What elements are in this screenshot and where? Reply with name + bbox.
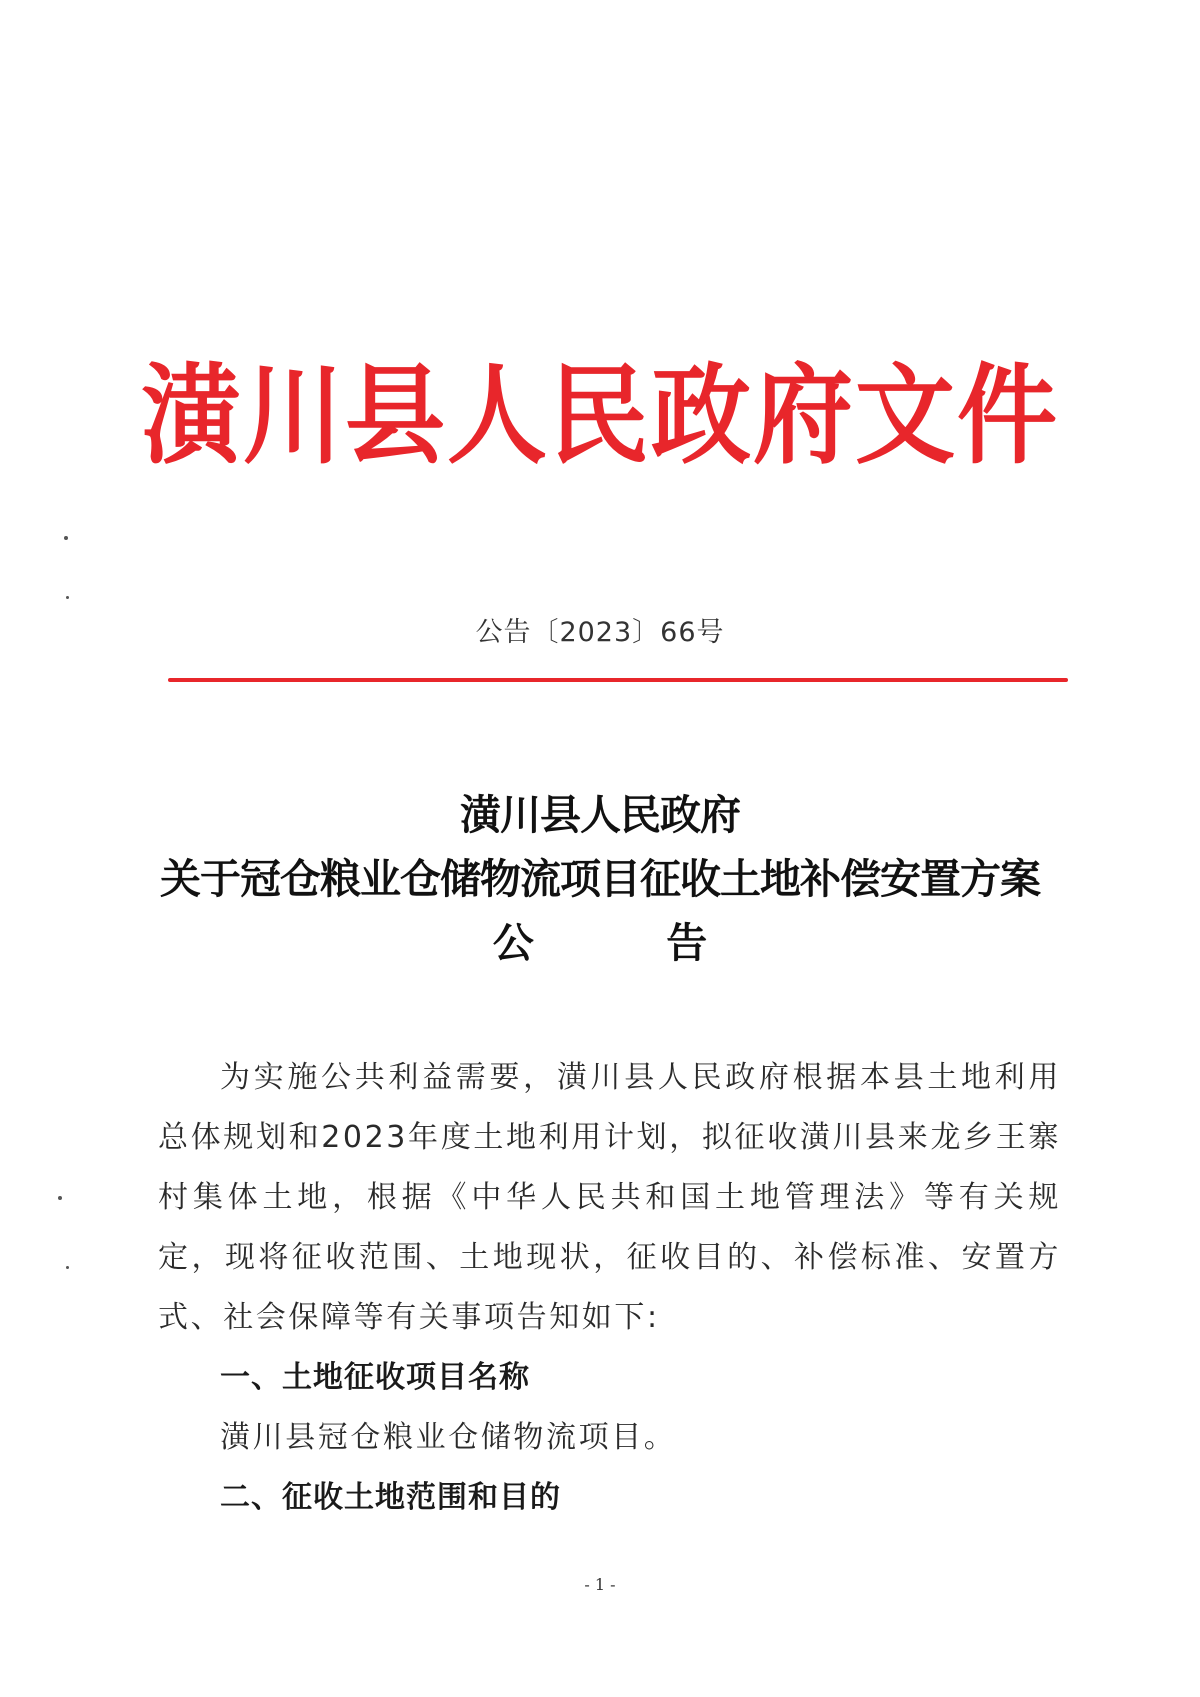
scan-speck xyxy=(64,536,68,540)
title-issuer: 潢川县人民政府 xyxy=(460,791,740,839)
intro-paragraph: 为实施公共利益需要，潢川县人民政府根据本县土地利用总体规划和2023年度土地利用计划，拟征收潢川县来龙乡王寨村集体土地，根据《中华人民共和国土地管理法》等有关规定，现将征收范围、土地现状，征收目的、补偿标准、安置方式、社会保障等有关事项告知如下: xyxy=(158,1060,1061,1335)
notice-body xyxy=(158,1048,1061,1528)
section-1-text: 潢川县冠仓粮业仓储物流项目。 xyxy=(220,1420,677,1455)
page-number: - 1 - xyxy=(584,1575,616,1594)
section-1-heading: 一、土地征收项目名称 xyxy=(220,1360,530,1395)
masthead-title: 潢川县人民政府文件 xyxy=(141,351,1059,479)
title-notice xyxy=(0,911,1200,975)
notice-title xyxy=(0,783,1200,975)
scan-speck xyxy=(66,596,69,599)
scan-speck xyxy=(58,1196,62,1200)
scan-speck xyxy=(66,1266,69,1269)
title-notice-char-1: 公 xyxy=(492,919,534,967)
title-notice-char-2: 告 xyxy=(666,919,708,967)
title-subject: 关于冠仓粮业仓储物流项目征收土地补偿安置方案 xyxy=(160,855,1040,903)
section-2-heading: 二、征收土地范围和目的 xyxy=(220,1480,561,1515)
document-number: 公告〔2023〕66号 xyxy=(475,617,725,648)
red-divider-rule xyxy=(168,678,1068,682)
